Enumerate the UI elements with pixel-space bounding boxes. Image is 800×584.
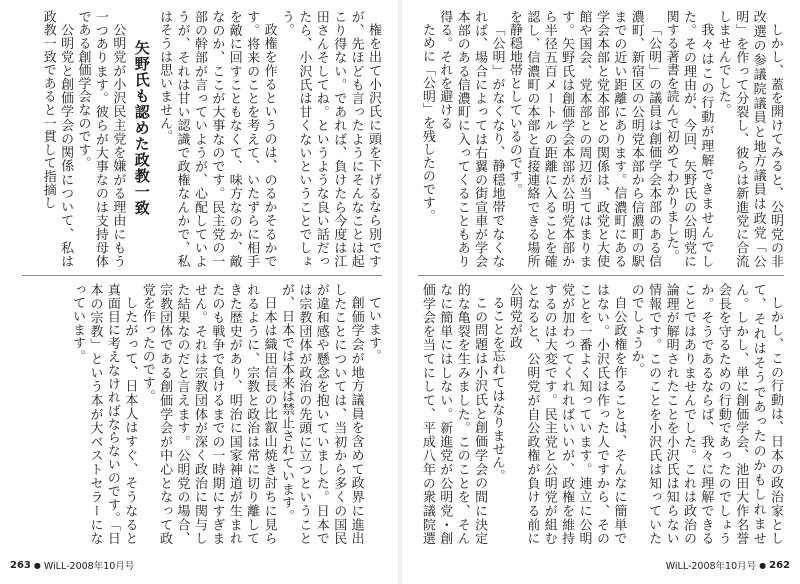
bullet-icon: ●: [759, 560, 767, 570]
body-paragraph: 日本は織田信長の比叡山焼き討ちに見られるように、宗教と政治は常に切り離してきた歴史があり、明治に国家神道が生まれたのも戦争で負けるまでの一時期にすぎません。それは宗教団体が深く政治に関与した結果なのだと言えます。公明党の場合、宗教団体である創価学会が中心となって政党を作ったのです。: [139, 283, 277, 545]
issue-label: WiLL-2008年10月号: [665, 561, 757, 572]
body-paragraph: しかし、蓋を開けてみると、公明党の非改選の参議院議員と地方議員は政党「公明」を作って分裂し、彼らは新進党に合流しませんでした。: [715, 10, 783, 268]
body-paragraph: 公明党が小沢民主党を嫌がる理由にもう一つあります。彼らが大事なのは支持母体である創価学会なのです。: [75, 10, 126, 268]
body-paragraph: 政権を作るというのは、のるかそるかです。将来のことを考えて、いたずらに相手を敵に回すこともなくて、味方なのか、敵なのか、ここが大事なのです。民主党の一部の幹部が言っていようが、心配していようが、それは甘い認識で政権なんかで、私はそうは思いません。: [157, 10, 277, 268]
body-paragraph: この問題は小沢氏と創価学会の間に決定的な亀裂を生みました。このことを、そんなに簡単にはしない。新進党が公明党・創価学会を当てにして、平成八年の衆議院選: [419, 283, 488, 545]
body-paragraph: 創価学会が地方議員を含めて政界に進出したことについては、当初から多くの国民が違和感や懸念を抱いていました。日本では宗教団体が政治の先頭に立つということが、日本では本来は禁止されています。: [278, 283, 364, 545]
body-paragraph: 公明党と創価学会の関係について、私は政教一致であると一貫して指摘し: [40, 10, 74, 268]
body-paragraph: 「公明」の議員は創価学会本部のある信濃町、新宿区の公明党本部から信濃町の駅までの近い距離にあります。信濃町にある学会本部と党本部との関係は、政党と大使館や国会、党本部との周辺が当てはまります。矢野氏は創価学会本部が公明党本部から半径五百メートルの距離に入ることを確認し、信濃町の本部と直接連絡できる場所を静穏地帯としているのです。: [506, 10, 662, 268]
right-page: [400, 0, 800, 584]
body-paragraph: ています。: [366, 296, 381, 363]
body-paragraph: 権を出て小沢氏に頭を下げるなら別ですが、先ほども言ったようにそんなことは起こり得ない。であれば、負けたら今度は江田さんそしてね。というような良い話だったら、小沢氏は甘くないということでしょう。: [278, 10, 381, 268]
body-paragraph: 我々はこの行動が理解できませんでした。その理由が、今回、矢野氏の公明党に関する著書を読んで初めてわかりました。: [663, 10, 714, 268]
body-paragraph: ることを忘れてはなりません。: [489, 296, 505, 483]
page-folio: [10, 558, 134, 572]
page-number: 263: [10, 559, 31, 571]
page-number: 262: [769, 559, 790, 571]
body-paragraph: 「公明」がなくなり、静穏地帯でなくなれば、場合によっては右翼の街宣車が学会本部のある信濃町に入ってくることもあり得る。それを避ける: [437, 10, 505, 268]
tier-divider: [418, 275, 784, 276]
body-paragraph: ために「公明」を残したのです。: [419, 23, 435, 223]
section-heading: 矢野氏も認めた政教一致: [132, 40, 151, 216]
page-folio: [666, 558, 790, 572]
right-top-tier: [418, 10, 784, 268]
tier-divider: [22, 275, 382, 276]
bullet-icon: ●: [33, 560, 41, 570]
body-paragraph: したがって、日本人はすぐ、そうなると真面目に考えなければならないのです。「日本の宗教」という本が大ベストセラーになっています。: [70, 283, 138, 545]
issue-label: WiLL-2008年10月号: [43, 561, 135, 572]
body-paragraph: しかし、この行動は、日本の政治家として、それはそうであったのかもしれません。しかし、単に創価学会、池田大作名誉会長を守るための行動であったのでしょうか。そうであるならば、我々に理解できることではありませんでした。これは政治の論理が解明されたことを小沢氏は知らない情報です。このことを小沢氏は知っていたのでしょうか。: [628, 283, 783, 545]
right-bottom-tier: [418, 283, 784, 545]
left-top-tier: [22, 10, 382, 268]
body-paragraph: 自公政権を作ることは、そんなに簡単ではない。小沢氏は作った人ですから、そのことを一番よく知っています。連立に公明党が加わってくれればいいが、政権を維持するのは大変です。民主党と公明党が組むとなると、公明党が自公政権が負ける前に公明党が政: [506, 283, 627, 545]
left-bottom-tier: [22, 283, 382, 545]
